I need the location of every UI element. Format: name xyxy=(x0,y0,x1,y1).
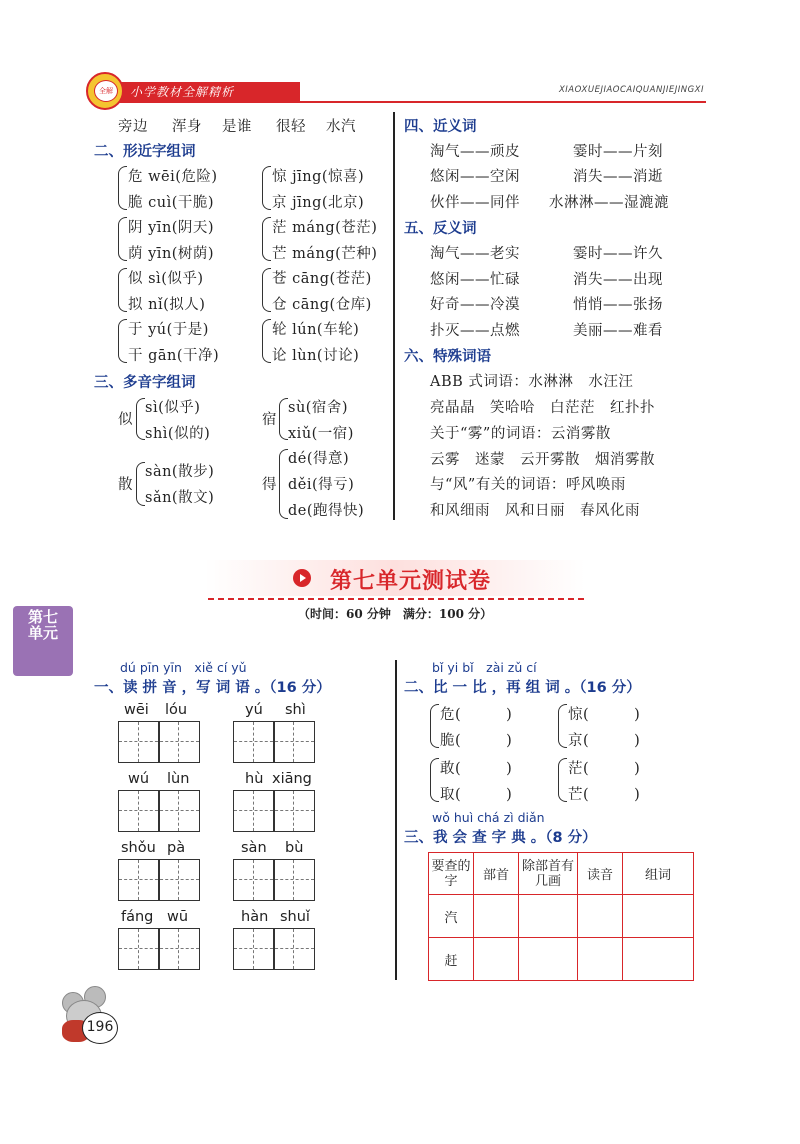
table-header: 组词 xyxy=(623,853,694,895)
polyphone-reading: sàn(散步) xyxy=(145,464,215,480)
pinyin-syllable: bù xyxy=(285,840,304,856)
answer-cell[interactable] xyxy=(519,938,578,981)
answer-cell[interactable] xyxy=(578,938,623,981)
question-pinyin-hint: dú pīn yīn xiě cí yǔ xyxy=(120,660,247,675)
pinyin-syllable: sàn xyxy=(241,840,267,856)
word-pair-item: 似 sì(似乎) xyxy=(128,271,204,287)
compare-fill-blank[interactable]: 危( ) xyxy=(440,707,513,723)
pinyin-syllable: shuǐ xyxy=(280,909,310,925)
polyphone-reading: de(跑得快) xyxy=(288,503,365,519)
compare-fill-blank[interactable]: 京( ) xyxy=(568,733,641,749)
brace xyxy=(279,398,288,440)
header-rule xyxy=(116,101,706,103)
table-header: 要查的字 xyxy=(429,853,474,895)
writing-grid[interactable] xyxy=(233,859,315,901)
antonym-pair: 淘气——老实 xyxy=(430,246,520,262)
top-word: 很轻 xyxy=(276,119,306,135)
section-heading: 四、近义词 xyxy=(404,119,477,135)
antonym-pair: 美丽——难看 xyxy=(573,323,663,339)
pinyin-syllable: wēi xyxy=(124,702,149,718)
test-title: 第七单元测试卷 xyxy=(330,568,492,594)
pinyin-syllable: shì xyxy=(285,702,306,718)
synonym-pair: 霎时——片刻 xyxy=(573,144,663,160)
word-pair-item: 惊 jīng(惊喜) xyxy=(272,169,365,185)
answer-cell[interactable] xyxy=(474,938,519,981)
word-pair-item: 干 gān(干净) xyxy=(128,348,220,364)
pinyin-syllable: hàn xyxy=(241,909,269,925)
pinyin-syllable: shǒu xyxy=(121,840,156,856)
answer-cell[interactable] xyxy=(578,895,623,938)
pinyin-syllable: xiāng xyxy=(272,771,312,787)
brace xyxy=(118,166,127,210)
antonym-pair: 霎时——许久 xyxy=(573,246,663,262)
table-header: 部首 xyxy=(474,853,519,895)
writing-grid[interactable] xyxy=(233,721,315,763)
word-pair-item: 京 jīng(北京) xyxy=(272,195,365,211)
special-words-line: 云雾 迷蒙 云开雾散 烟消雾散 xyxy=(430,452,655,468)
lookup-char: 汽 xyxy=(429,895,474,938)
word-pair-item: 论 lùn(讨论) xyxy=(272,348,360,364)
top-word: 是谁 xyxy=(222,119,252,135)
brace xyxy=(118,268,127,312)
polyphone-reading: dé(得意) xyxy=(288,451,350,467)
compare-fill-blank[interactable]: 敢( ) xyxy=(440,761,513,777)
table-row xyxy=(429,938,694,981)
synonym-pair: 淘气——顽皮 xyxy=(430,144,520,160)
question-pinyin-hint: bǐ yi bǐ zài zǔ cí xyxy=(432,660,537,675)
brace xyxy=(558,704,567,748)
question-heading: 一、读 拼 音 ，写 词 语 。（16 分） xyxy=(94,680,331,696)
brace xyxy=(136,462,145,506)
word-pair-item: 芒 máng(芒种) xyxy=(272,246,378,262)
title-dashed-rule xyxy=(208,598,584,600)
special-words-line: 和风细雨 风和日丽 春风化雨 xyxy=(430,503,640,519)
polyphone-reading: sù(宿舍) xyxy=(288,400,349,416)
section-heading: 五、反义词 xyxy=(404,221,477,237)
pinyin-syllable: lùn xyxy=(167,771,190,787)
answer-cell[interactable] xyxy=(474,895,519,938)
brace xyxy=(262,268,271,312)
polyphone-reading: děi(得亏) xyxy=(288,477,355,493)
writing-grid[interactable] xyxy=(233,790,315,832)
word-pair-item: 荫 yīn(树荫) xyxy=(128,246,215,262)
table-header: 读音 xyxy=(578,853,623,895)
table-row xyxy=(429,895,694,938)
word-pair-item: 仓 cāng(仓库) xyxy=(272,297,372,313)
synonym-pair: 伙伴——同伴 xyxy=(430,195,520,211)
compare-fill-blank[interactable]: 芒( ) xyxy=(568,787,641,803)
play-icon xyxy=(293,569,311,587)
brace xyxy=(136,398,145,440)
section-heading: 三、多音字组词 xyxy=(94,375,196,391)
antonym-pair: 悠闲——忙碌 xyxy=(430,272,520,288)
special-words-line: 亮晶晶 笑哈哈 白茫茫 红扑扑 xyxy=(430,400,655,416)
compare-fill-blank[interactable]: 取( ) xyxy=(440,787,513,803)
polyphone-reading: xiǔ(一宿) xyxy=(288,426,354,442)
word-pair-item: 脆 cuì(干脆) xyxy=(128,195,215,211)
brace xyxy=(262,319,271,363)
section-heading: 六、特殊词语 xyxy=(404,349,491,365)
special-words-line: 与“风”有关的词语：呼风唤雨 xyxy=(430,477,626,493)
column-divider xyxy=(395,660,397,980)
question-pinyin-hint: wǒ huì chá zì diǎn xyxy=(432,810,545,825)
writing-grid[interactable] xyxy=(118,859,200,901)
synonym-pair: 悠闲——空闲 xyxy=(430,169,520,185)
writing-grid[interactable] xyxy=(118,928,200,970)
test-subtitle: （时间：60 分钟 满分：100 分） xyxy=(298,607,493,621)
section-heading: 二、形近字组词 xyxy=(94,144,196,160)
polyphone-char: 似 xyxy=(118,412,133,428)
column-divider xyxy=(393,112,395,520)
word-pair-item: 拟 nǐ(拟人) xyxy=(128,297,206,313)
pinyin-syllable: fáng xyxy=(121,909,154,925)
pinyin-syllable: pà xyxy=(167,840,186,856)
compare-fill-blank[interactable]: 茫( ) xyxy=(568,761,641,777)
lookup-char: 赶 xyxy=(429,938,474,981)
word-pair-item: 危 wēi(危险) xyxy=(128,169,218,185)
writing-grid[interactable] xyxy=(118,790,200,832)
antonym-pair: 消失——出现 xyxy=(573,272,663,288)
brace xyxy=(430,758,439,802)
brace xyxy=(262,166,271,210)
page-number: 196 xyxy=(86,1019,114,1035)
brace xyxy=(558,758,567,802)
header-title: 小学教材全解精析 xyxy=(130,85,235,99)
top-word: 旁边 xyxy=(118,119,148,135)
brace xyxy=(118,217,127,261)
polyphone-reading: shì(似的) xyxy=(145,426,211,442)
compare-fill-blank[interactable]: 惊( ) xyxy=(568,707,641,723)
word-pair-item: 阴 yīn(阴天) xyxy=(128,220,215,236)
polyphone-reading: sì(似乎) xyxy=(145,400,201,416)
brace xyxy=(430,704,439,748)
answer-cell[interactable] xyxy=(623,895,694,938)
brace xyxy=(262,217,271,261)
question-heading: 二、比 一 比 ，再 组 词 。（16 分） xyxy=(404,680,641,696)
unit-side-tab-label: 第七单元 xyxy=(27,608,58,642)
question-heading: 三、我 会 查 字 典 。（8 分） xyxy=(404,830,597,846)
pinyin-syllable: wū xyxy=(167,909,189,925)
header-pinyin: XIAOXUEJIAOCAIQUANJIEJINGXI xyxy=(558,85,704,95)
polyphone-char: 得 xyxy=(262,477,277,493)
answer-cell[interactable] xyxy=(623,938,694,981)
compare-fill-blank[interactable]: 脆( ) xyxy=(440,733,513,749)
writing-grid[interactable] xyxy=(233,928,315,970)
pinyin-syllable: wú xyxy=(128,771,150,787)
brace xyxy=(279,449,288,519)
top-word: 浑身 xyxy=(172,119,202,135)
table-header: 除部首有几画 xyxy=(519,853,578,895)
pinyin-syllable: lóu xyxy=(165,702,188,718)
word-pair-item: 苍 cāng(苍茫) xyxy=(272,271,372,287)
special-words-line: 关于“雾”的词语：云消雾散 xyxy=(430,426,611,442)
top-word: 水汽 xyxy=(326,119,356,135)
special-words-line: ABB 式词语：水淋淋 水汪汪 xyxy=(430,374,634,390)
polyphone-char: 宿 xyxy=(262,412,277,428)
word-pair-item: 茫 máng(苍茫) xyxy=(272,220,378,236)
synonym-pair: 水淋淋——湿漉漉 xyxy=(549,195,669,211)
brace xyxy=(118,319,127,363)
antonym-pair: 好奇——冷漠 xyxy=(430,297,520,313)
pinyin-syllable: hù xyxy=(245,771,264,787)
answer-cell[interactable] xyxy=(519,895,578,938)
logo-text: 全解 xyxy=(94,80,118,102)
antonym-pair: 扑灭——点燃 xyxy=(430,323,520,339)
word-pair-item: 轮 lún(车轮) xyxy=(272,322,360,338)
writing-grid[interactable] xyxy=(118,721,200,763)
pinyin-syllable: yú xyxy=(245,702,263,718)
antonym-pair: 悄悄——张扬 xyxy=(573,297,663,313)
polyphone-char: 散 xyxy=(118,477,133,493)
dictionary-table xyxy=(428,852,694,981)
word-pair-item: 于 yú(于是) xyxy=(128,322,209,338)
synonym-pair: 消失——消逝 xyxy=(573,169,663,185)
polyphone-reading: sǎn(散文) xyxy=(145,490,215,506)
